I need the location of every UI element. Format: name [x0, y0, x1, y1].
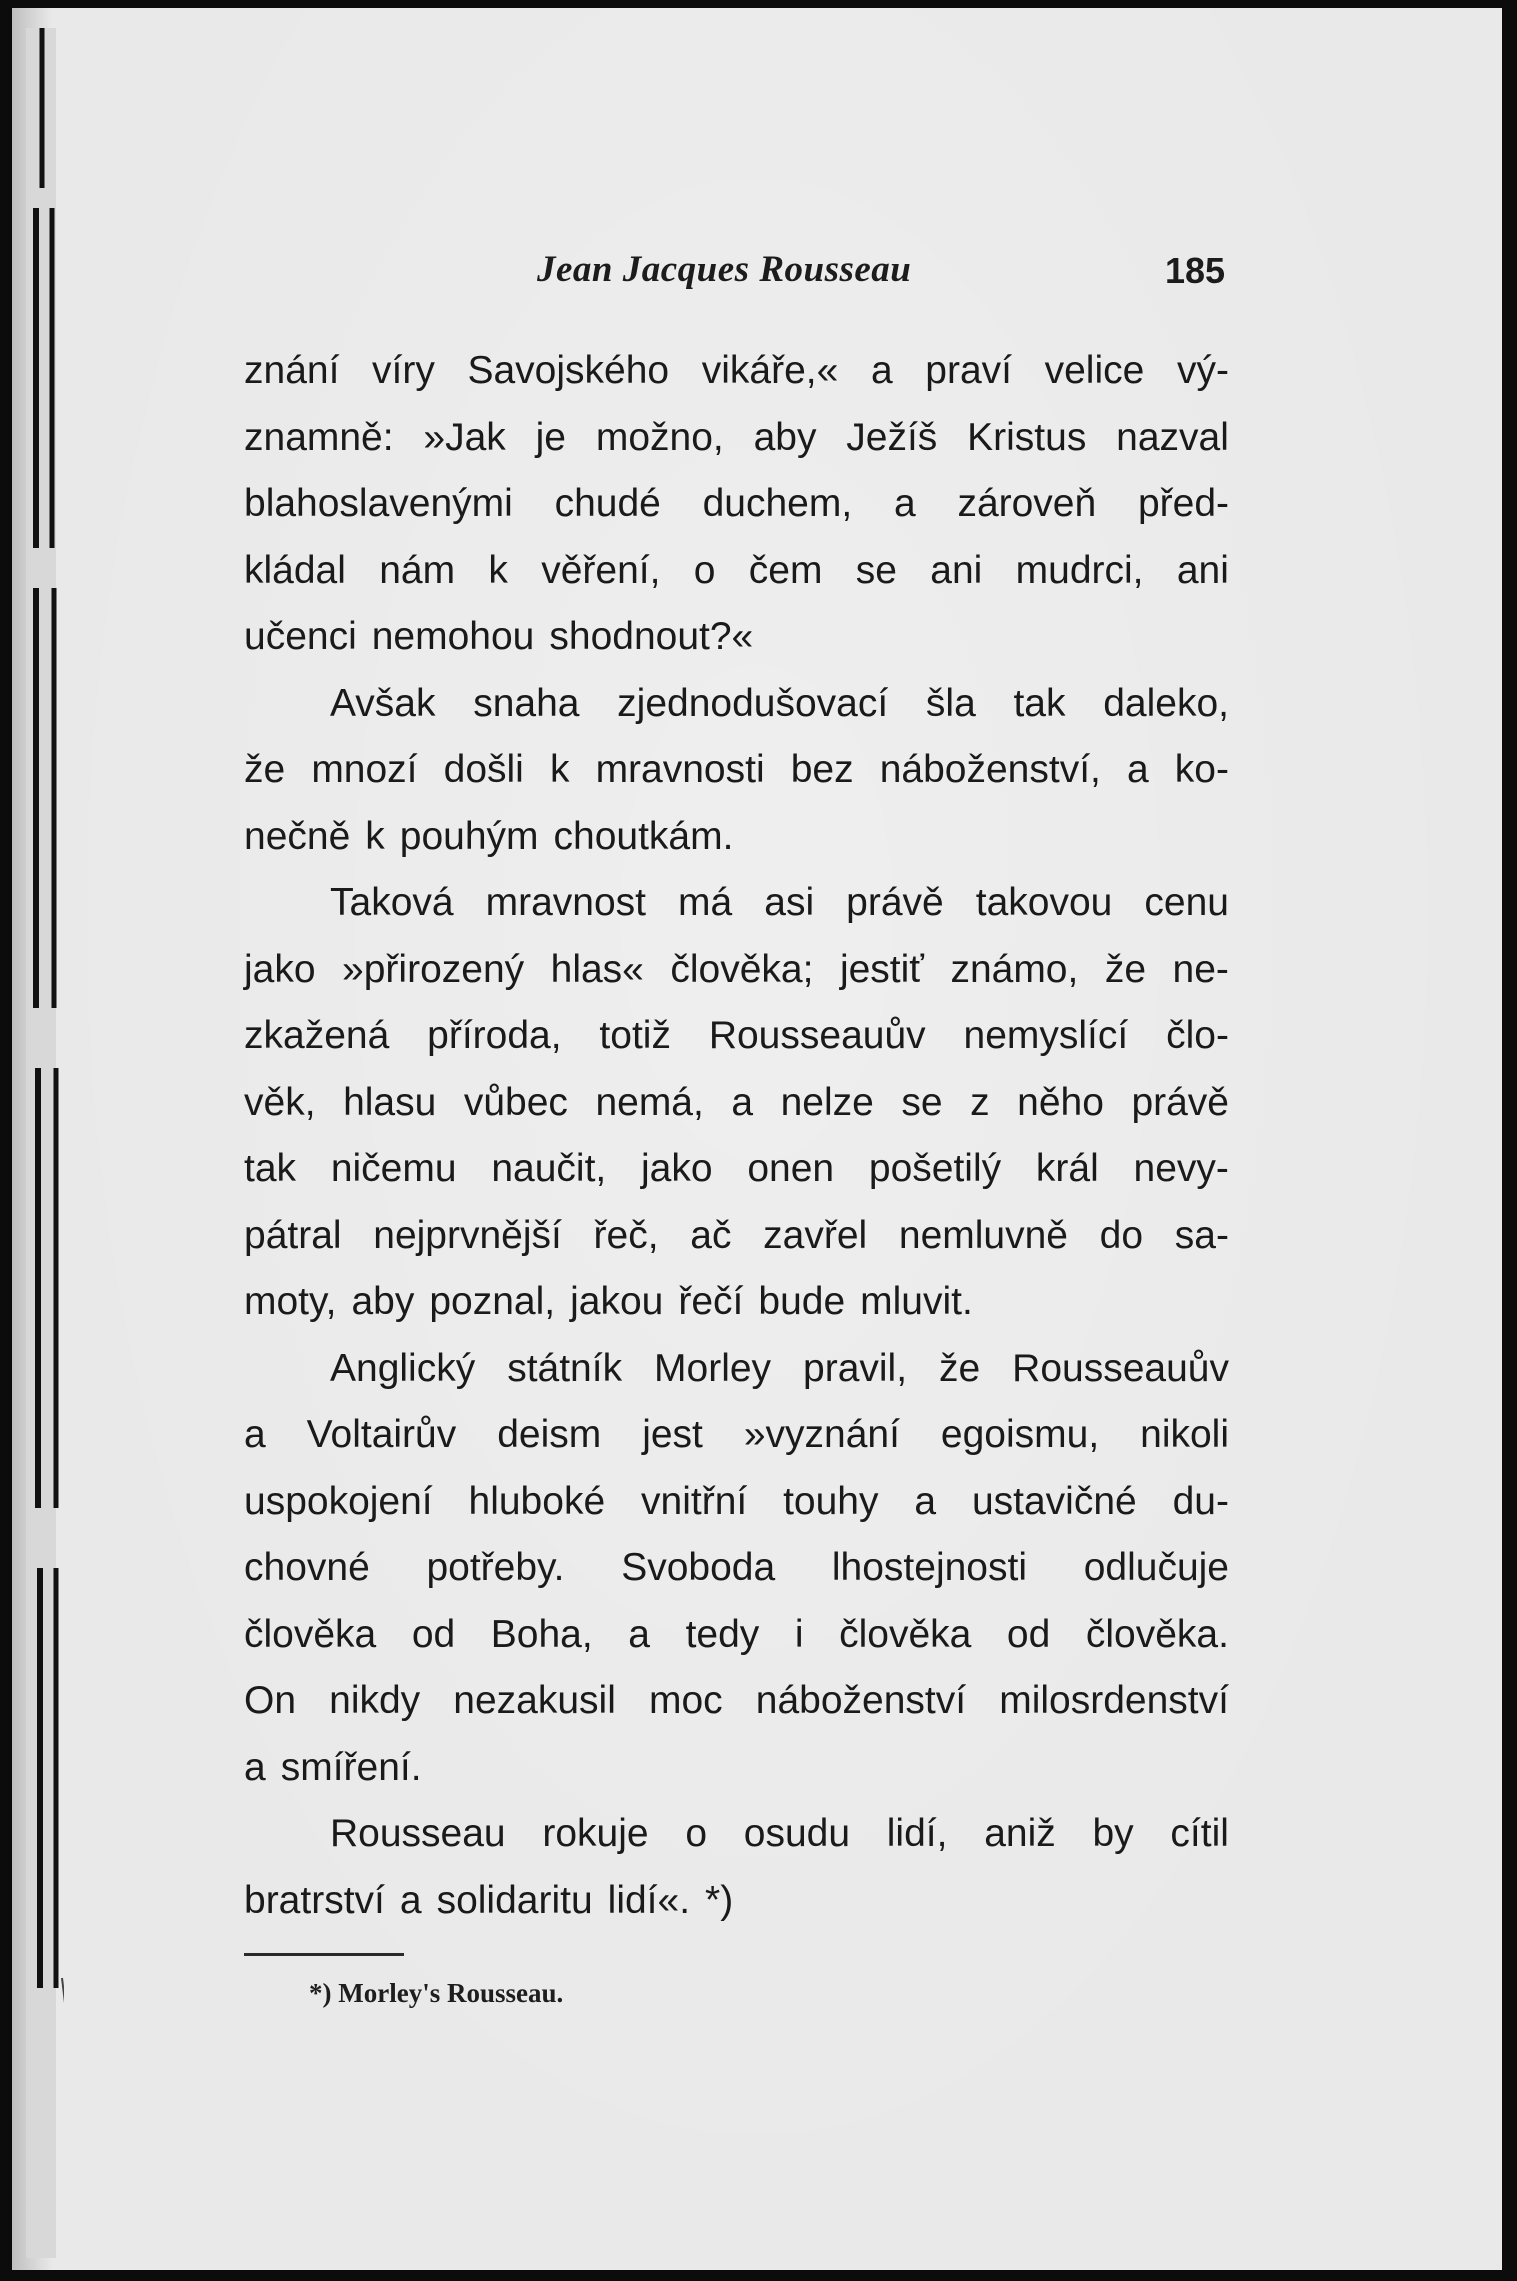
text-line — [244, 1203, 1229, 1270]
word: aby — [753, 415, 817, 459]
word: osudu — [743, 1812, 851, 1855]
word: k — [549, 748, 570, 791]
text-line — [244, 1602, 1229, 1669]
word: ač — [690, 1213, 732, 1257]
word: vý- — [1176, 349, 1229, 392]
word: tak — [244, 1147, 297, 1190]
word: du- — [1172, 1479, 1229, 1523]
word: znání — [244, 349, 340, 392]
word: jako — [641, 1147, 713, 1190]
running-title: Jean Jacques Rousseau — [537, 249, 912, 290]
text-line — [244, 1136, 1229, 1203]
text-line — [244, 937, 1229, 1004]
word: aby — [351, 1280, 415, 1323]
text-line — [244, 471, 1229, 538]
word: nazval — [1116, 415, 1229, 459]
word: do — [1099, 1213, 1144, 1257]
word: pošetilý — [868, 1147, 1002, 1190]
word: řeč, — [593, 1213, 659, 1257]
word: člověka — [839, 1612, 972, 1656]
word: a — [870, 349, 893, 392]
word: »vyznání — [743, 1413, 900, 1456]
word: zjednodušovací — [617, 681, 889, 725]
word: potřeby. — [426, 1546, 565, 1589]
word: a — [914, 1479, 937, 1523]
word: Voltairův — [306, 1413, 457, 1456]
word: cenu — [1144, 881, 1229, 924]
word: z — [970, 1080, 990, 1124]
word: pravil, — [803, 1346, 908, 1390]
word: jest — [642, 1413, 703, 1456]
word: Rousseauův — [708, 1014, 926, 1057]
text-line — [244, 1868, 1229, 1935]
word: Rousseau — [330, 1812, 506, 1855]
word: ani — [1176, 548, 1229, 592]
word: poznal, — [429, 1280, 556, 1323]
word: znamně: — [244, 415, 394, 459]
word: Rousseauův — [1012, 1346, 1229, 1390]
word: uspokojení — [244, 1479, 433, 1523]
word: lidí, — [886, 1812, 948, 1855]
word: tedy — [685, 1612, 760, 1656]
text-line — [244, 1469, 1229, 1536]
word: náboženství — [755, 1679, 967, 1722]
word: praví — [925, 349, 1012, 392]
word: snaha — [473, 681, 580, 725]
word: došli — [443, 748, 524, 791]
word: k — [365, 814, 385, 858]
text-line — [244, 405, 1229, 472]
word: a — [244, 1413, 266, 1456]
word: tak — [1013, 681, 1066, 725]
word: vikáře,« — [701, 349, 839, 392]
word: nemá, — [595, 1080, 704, 1124]
word: se — [901, 1080, 943, 1124]
word: náboženství, — [879, 748, 1101, 791]
word: a — [244, 1745, 266, 1789]
text-line — [244, 1801, 1229, 1868]
word: pouhým — [399, 814, 539, 858]
word: věk, — [244, 1080, 316, 1124]
word: duchem, — [702, 482, 853, 525]
word: mnozí — [311, 748, 418, 791]
word: hluboké — [468, 1479, 606, 1523]
word: něho — [1017, 1080, 1104, 1124]
word: takovou — [975, 881, 1113, 924]
word: i — [794, 1612, 804, 1656]
word: Ježíš — [846, 415, 938, 459]
word: moty, — [244, 1280, 337, 1323]
word: mluvit. — [860, 1280, 973, 1323]
text-line — [244, 1735, 1229, 1802]
word: nelze — [780, 1080, 874, 1124]
word: jakou — [570, 1280, 664, 1323]
word: onen — [747, 1147, 835, 1190]
binding-stitches-decoration — [22, 28, 64, 2258]
running-head — [12, 248, 1502, 296]
word: věření, — [541, 548, 661, 592]
word: cítil — [1170, 1812, 1229, 1855]
word: se — [855, 548, 897, 592]
text-line — [244, 1336, 1229, 1403]
word: rokuje — [542, 1812, 649, 1855]
footnote-rule — [244, 1953, 404, 1956]
word: ne- — [1172, 947, 1229, 991]
text-line — [244, 804, 1229, 871]
text-line — [244, 1070, 1229, 1137]
word: člověka — [244, 1612, 377, 1656]
word: moc — [649, 1679, 723, 1722]
word: chudé — [554, 482, 661, 525]
text-line — [244, 338, 1229, 405]
word: nám — [379, 548, 456, 592]
text-line — [244, 1535, 1229, 1602]
text-line — [244, 737, 1229, 804]
word: »přirozený — [342, 947, 525, 991]
word: zároveň — [957, 482, 1097, 525]
word: že — [939, 1346, 981, 1390]
book-page — [12, 8, 1502, 2270]
word: Morley — [654, 1346, 772, 1390]
word: ničemu — [330, 1147, 457, 1190]
word: vnitřní — [641, 1479, 748, 1523]
word: Avšak — [330, 681, 436, 725]
word: Boha, — [490, 1612, 593, 1656]
word: vůbec — [463, 1080, 568, 1124]
word: jestiť — [839, 947, 924, 991]
word: a — [399, 1878, 422, 1922]
word: nejprvnější — [373, 1213, 562, 1257]
word: mudrci, — [1015, 548, 1144, 592]
word: učenci — [244, 615, 357, 658]
word: k — [488, 548, 508, 592]
word: je — [535, 415, 566, 459]
word: jako — [244, 947, 316, 991]
word: sa- — [1174, 1213, 1229, 1257]
word: choutkám. — [553, 814, 734, 858]
word: daleko, — [1103, 681, 1229, 725]
word: a — [628, 1612, 650, 1656]
word: aniž — [984, 1812, 1056, 1855]
word: egoismu, — [940, 1413, 1100, 1456]
word: ani — [930, 548, 983, 592]
word: hlasu — [343, 1080, 437, 1124]
word: blahoslavenými — [244, 482, 513, 525]
body-text — [244, 338, 1229, 1934]
word: Taková — [330, 881, 454, 924]
word: řečí — [678, 1280, 744, 1323]
word: velice — [1044, 349, 1145, 392]
word: odlučuje — [1083, 1546, 1229, 1589]
word: právě — [846, 881, 944, 924]
word: chovné — [244, 1546, 370, 1589]
word: nemluvně — [898, 1213, 1068, 1257]
word: má — [678, 881, 733, 924]
word: člověka. — [1085, 1612, 1229, 1656]
word: asi — [764, 881, 815, 924]
word: příroda, — [427, 1014, 562, 1057]
word: nemohou — [371, 615, 535, 658]
word: nevy- — [1133, 1147, 1229, 1190]
word: a — [893, 482, 916, 525]
word: pátral — [244, 1213, 342, 1257]
word: bez — [790, 748, 854, 791]
word: a — [1126, 748, 1149, 791]
word: král — [1035, 1147, 1099, 1190]
text-line — [244, 671, 1229, 738]
word: naučit, — [491, 1147, 607, 1190]
word: »Jak — [423, 415, 506, 459]
word: nikoli — [1140, 1413, 1229, 1456]
word: shodnout?« — [549, 615, 754, 658]
text-line — [244, 1003, 1229, 1070]
word: Savojského — [467, 349, 670, 392]
word: možno, — [595, 415, 724, 459]
word: známo, — [950, 947, 1079, 991]
word: touhy — [783, 1479, 879, 1523]
word: *) — [705, 1878, 734, 1922]
text-line — [244, 1402, 1229, 1469]
word: nečně — [244, 814, 351, 858]
word: Kristus — [967, 415, 1087, 459]
word: bude — [758, 1280, 846, 1323]
word: mravnost — [485, 881, 646, 924]
word: smíření. — [280, 1745, 422, 1789]
text-line — [244, 1269, 1229, 1336]
word: On — [244, 1679, 297, 1722]
word: deism — [497, 1413, 602, 1456]
word: o — [693, 548, 716, 592]
word: nikdy — [329, 1679, 421, 1722]
word: že — [1104, 947, 1147, 991]
word: ustavičné — [971, 1479, 1137, 1523]
word: hlas« — [550, 947, 644, 991]
text-line — [244, 1668, 1229, 1735]
word: totiž — [599, 1014, 671, 1057]
word: víry — [372, 349, 435, 392]
word: kládal — [244, 548, 346, 592]
word: čem — [748, 548, 823, 592]
word: od — [411, 1612, 456, 1656]
word: Anglický — [330, 1346, 476, 1390]
word: státník — [507, 1346, 623, 1390]
text-line — [244, 604, 1229, 671]
word: lhostejnosti — [831, 1546, 1027, 1589]
word: by — [1092, 1812, 1134, 1855]
word: šla — [925, 681, 976, 725]
word: ko- — [1174, 748, 1229, 791]
word: zkažená — [244, 1014, 390, 1057]
word: milosrdenství — [999, 1679, 1229, 1722]
word: lidí«. — [607, 1878, 691, 1922]
footnote: *) Morley's Rousseau. — [309, 1978, 564, 2008]
word: nemyslící — [963, 1014, 1129, 1057]
word: solidaritu — [436, 1878, 593, 1922]
word: bratrství — [244, 1878, 385, 1922]
text-line — [244, 870, 1229, 937]
word: před- — [1137, 482, 1229, 525]
word: mravnosti — [595, 748, 765, 791]
word: Svoboda — [621, 1546, 776, 1589]
page-number: 185 — [1165, 250, 1226, 291]
word: zavřel — [763, 1213, 868, 1257]
word: člověka; — [670, 947, 814, 991]
word: od — [1006, 1612, 1051, 1656]
text-line — [244, 538, 1229, 605]
word: člo- — [1166, 1014, 1229, 1057]
word: o — [685, 1812, 708, 1855]
word: že — [244, 748, 286, 791]
word: a — [731, 1080, 754, 1124]
word: právě — [1131, 1080, 1229, 1124]
word: nezakusil — [453, 1679, 616, 1722]
